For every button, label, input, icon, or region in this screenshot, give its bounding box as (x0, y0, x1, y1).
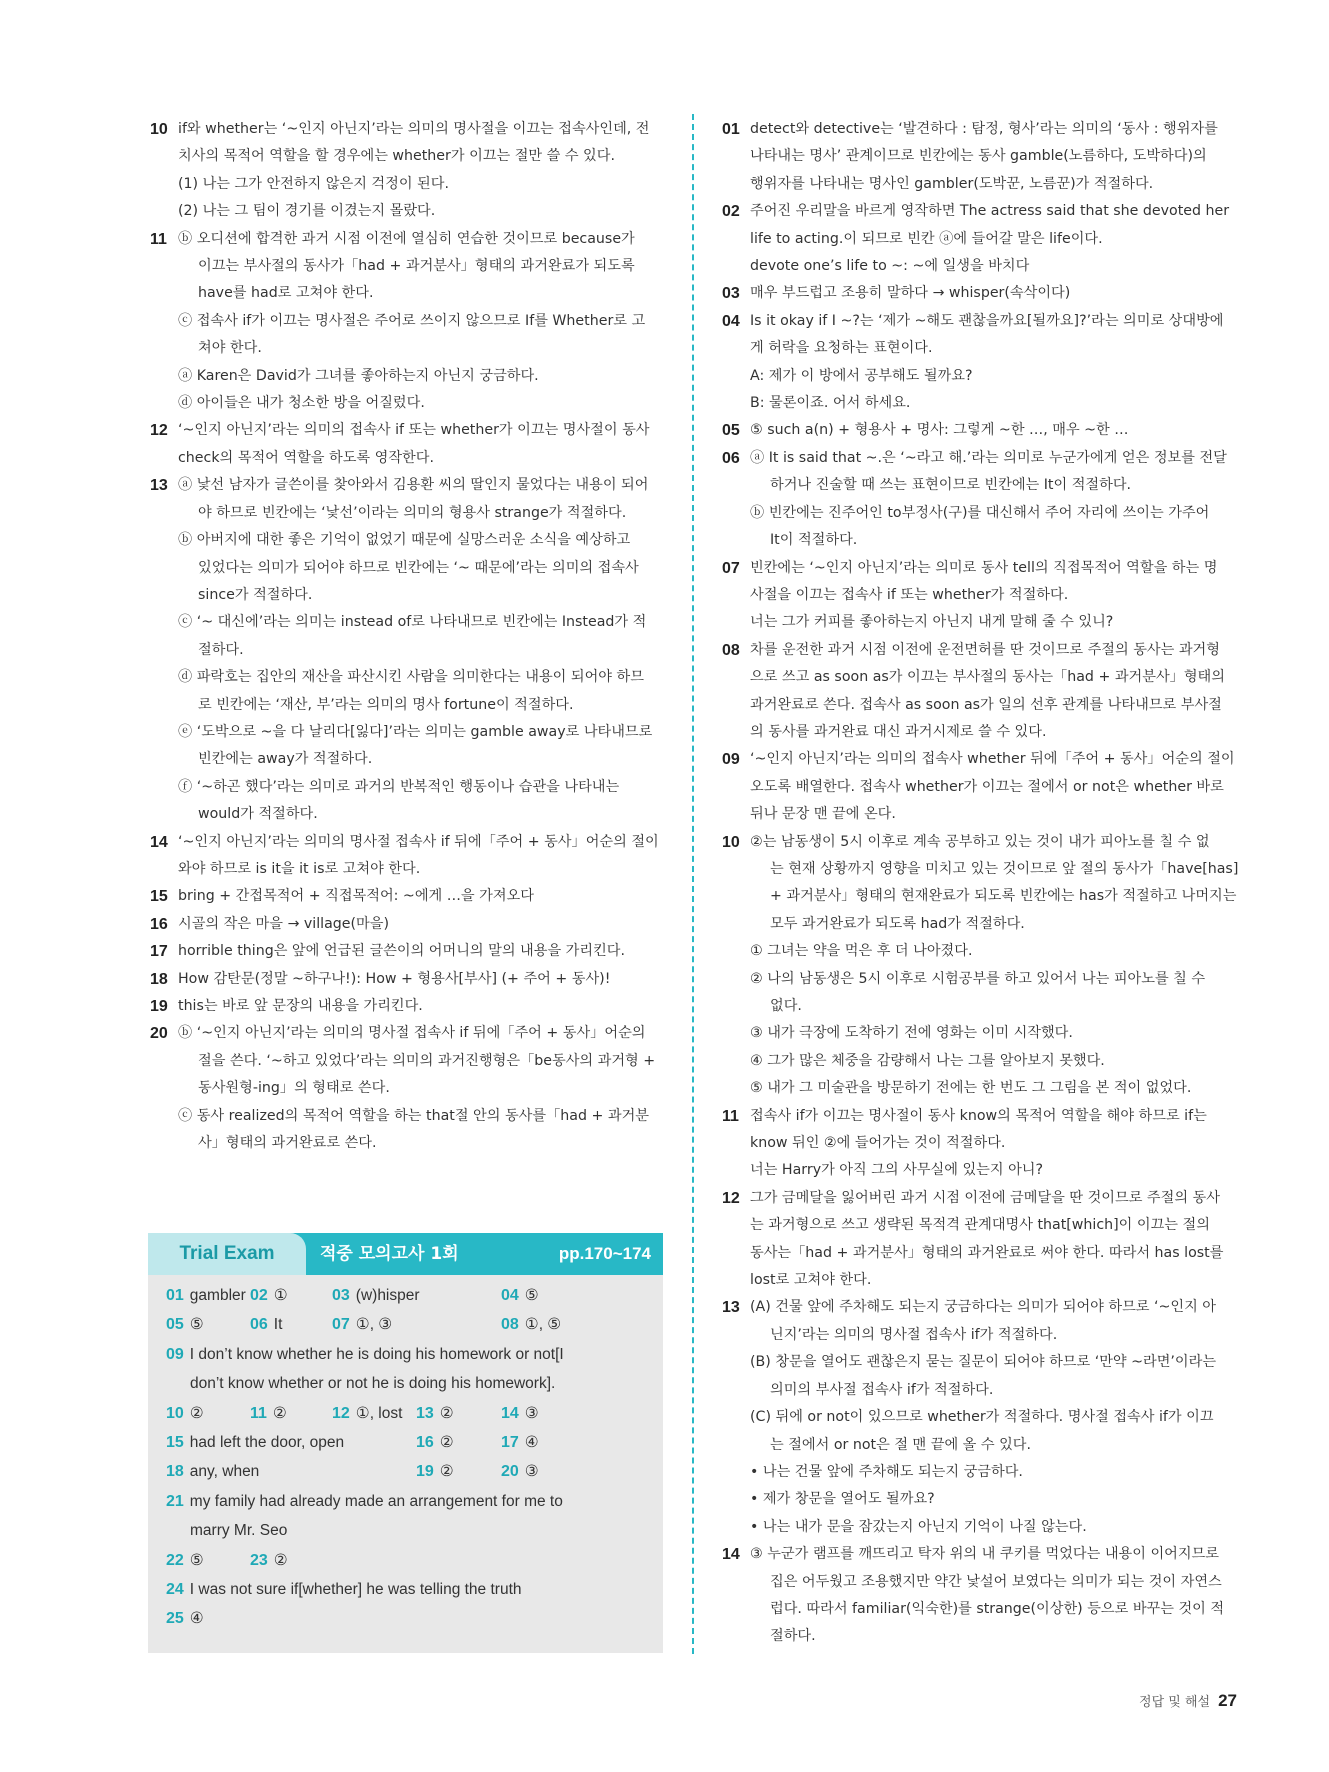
question-number: 17 (150, 943, 168, 961)
trial-exam-box (148, 1233, 663, 1653)
answer-value: ① (273, 1287, 288, 1304)
trial-exam-label: Trial Exam (148, 1233, 306, 1275)
explanation-line: 절하다. (198, 641, 244, 658)
explanation-line: It이 적절하다. (770, 532, 858, 549)
answer-entry (722, 1541, 1238, 1651)
explanation-line: ⓓ 파락호는 집안의 재산을 파산시킨 사람을 의미한다는 내용이 되어야 하므 (178, 669, 644, 686)
answer-item (250, 1281, 288, 1310)
answer-item (501, 1428, 539, 1457)
explanation-line: (A) 건물 앞에 주차해도 되는지 궁금하다는 의미가 되어야 하므로 ‘~인지 아 (750, 1299, 1217, 1316)
answer-row (166, 1369, 647, 1398)
answer-row (166, 1604, 647, 1633)
explanation-line: ⓓ 아이들은 내가 청소한 방을 어질렀다. (178, 395, 425, 412)
trial-exam-answers (148, 1275, 663, 1634)
answer-number: 15 (166, 1433, 184, 1451)
answer-entry (150, 883, 662, 910)
answer-entry (722, 445, 1238, 555)
left-column (150, 116, 662, 1157)
answer-row (166, 1281, 647, 1310)
question-number: 01 (722, 121, 740, 138)
question-number: 06 (722, 449, 740, 467)
answer-number: 03 (332, 1287, 350, 1304)
answer-text: marry Mr. Seo (190, 1522, 288, 1540)
answer-value: ② (439, 1433, 454, 1451)
explanation-line: ⓑ 아버지에 대한 좋은 기억이 없었기 때문에 실망스러운 소식을 예상하고 (178, 532, 631, 549)
answer-number: 08 (501, 1316, 519, 1334)
question-number: 10 (150, 121, 168, 138)
explanation-line: (1) 나는 그가 안전하지 않은지 걱정이 된다. (178, 175, 449, 192)
explanation-line: ③ 누군가 램프를 깨뜨리고 탁자 위의 내 쿠키를 먹었다는 내용이 이어지므로 (750, 1546, 1219, 1563)
explanation-line: • 나는 건물 앞에 주차해도 되는지 궁금하다. (750, 1463, 1023, 1480)
question-number: 09 (722, 751, 740, 769)
answer-value: ①, ⑤ (524, 1316, 562, 1334)
answer-entry (150, 417, 662, 472)
answer-entry (722, 1103, 1238, 1185)
explanation-line: ④ 그가 많은 체중을 감량해서 나는 그를 알아보지 못했다. (750, 1052, 1105, 1069)
answer-row (166, 1546, 647, 1575)
answer-item (501, 1310, 561, 1339)
explanation-line: A: 제가 이 방에서 공부해도 될까요? (750, 367, 973, 384)
answer-text: don’t know whether or not he is doing his homework]. (190, 1375, 556, 1393)
answer-value: any, when (189, 1463, 260, 1481)
explanation-line: ⓑ 오디션에 합격한 과거 시점 이전에 열심히 연습한 것이므로 because가 (178, 230, 635, 247)
explanation-line: ⓐ Karen은 David가 그녀를 좋아하는지 아닌지 궁금하다. (178, 367, 539, 384)
answer-item (166, 1281, 246, 1310)
explanation-line: lost로 고쳐야 한다. (750, 1272, 872, 1289)
answer-number: 07 (332, 1316, 350, 1334)
question-number: 15 (150, 888, 168, 906)
answer-value: ④ (189, 1610, 204, 1628)
explanation-line: ‘~인지 아닌지’라는 의미의 접속사 whether 뒤에「주어 + 동사」어순의 절이 (750, 751, 1235, 768)
answer-item (501, 1399, 539, 1428)
explanation-line: ⓒ 동사 realized의 목적어 역할을 하는 that절 안의 동사를「had + 과거분 (178, 1107, 649, 1124)
question-number: 02 (722, 203, 740, 221)
explanation-line: 집은 어두웠고 조용했지만 약간 낯설어 보였다는 의미가 되는 것이 자연스 (770, 1573, 1222, 1590)
explanation-line: detect와 detective는 ‘발견하다 : 탐정, 형사’라는 의미의 ‘동사 : 행위자를 (750, 121, 1218, 137)
answer-item (166, 1428, 344, 1457)
explanation-line: B: 물론이죠. 어서 하세요. (750, 395, 911, 412)
explanation-line: ‘~인지 아닌지’라는 의미의 접속사 if 또는 whether가 이끄는 명사절이 동사 (178, 422, 650, 439)
explanation-line: 사」형태의 과거완료로 쓴다. (198, 1135, 377, 1152)
explanation-line: ⓔ ‘도박으로 ~을 다 날리다[잃다]’라는 의미는 gamble away로 나타내므로 (178, 723, 653, 740)
explanation-line: 이끄는 부사절의 동사가「had + 과거분사」형태의 과거완료가 되도록 (198, 258, 635, 275)
explanation-line: 는 과거형으로 쓰고 생략된 목적격 관계대명사 that[which]이 이끄는 절의 (750, 1217, 1210, 1234)
explanation-line: know 뒤인 ②에 들어가는 것이 적절하다. (750, 1135, 1006, 1152)
explanation-line: ⓑ 빈칸에는 진주어인 to부정사(구)를 대신해서 주어 자리에 쓰이는 가주어 (750, 504, 1210, 521)
question-number: 12 (722, 1189, 740, 1207)
answer-entry (150, 472, 662, 828)
answer-item (250, 1546, 288, 1575)
explanation-line: 으로 쓰고 as soon as가 이끄는 부사절의 동사는「had + 과거분사」형태의 (750, 669, 1225, 686)
answer-entry (150, 966, 662, 993)
answer-entry (722, 555, 1238, 637)
answer-item (332, 1399, 402, 1428)
question-number: 05 (722, 422, 740, 440)
explanation-line: 하거나 진술할 때 쓰는 표현이므로 빈칸에는 It이 적절하다. (770, 477, 1132, 494)
explanation-line: 시골의 작은 마을 → village(마을) (178, 915, 389, 932)
explanation-line: ⑤ such a(n) + 형용사 + 명사: 그렇게 ~한 …, 매우 ~한 … (750, 422, 1129, 439)
answer-item (166, 1546, 204, 1575)
explanation-line: ⓒ 접속사 if가 이끄는 명사절은 주어로 쓰이지 않으므로 If를 Whether로 고 (178, 312, 646, 329)
answer-value: It (273, 1316, 283, 1334)
question-number: 11 (150, 230, 167, 248)
explanation-line: 게 허락을 요청하는 표현이다. (750, 340, 933, 357)
answer-value: ② (439, 1404, 454, 1422)
explanation-line: • 제가 창문을 열어도 될까요? (750, 1491, 935, 1508)
explanation-line: ② 나의 남동생은 5시 이후로 시험공부를 하고 있어서 나는 피아노를 칠 수 (750, 970, 1206, 987)
answer-value: gambler (189, 1287, 246, 1304)
answer-number: 12 (332, 1404, 350, 1422)
answer-entry (150, 116, 662, 226)
answer-value: had left the door, open (189, 1433, 345, 1451)
footer-label: 정답 및 해설 (1139, 1695, 1211, 1710)
answer-value: ② (272, 1404, 287, 1422)
answer-row (166, 1340, 647, 1369)
explanation-line: ⓐ 낯선 남자가 글쓴이를 찾아와서 김용환 씨의 딸인지 물었다는 내용이 되어 (178, 477, 649, 494)
explanation-line: (C) 뒤에 or not이 있으므로 whether가 적절하다. 명사절 접속사 if가 이끄 (750, 1409, 1214, 1426)
question-number: 20 (150, 1025, 168, 1043)
answer-row (166, 1487, 647, 1516)
answer-row (166, 1457, 647, 1486)
explanation-line: 주어진 우리말을 바르게 영작하면 The actress said that she devoted her (750, 203, 1230, 220)
explanation-line: 오도록 배열한다. 접속사 whether가 이끄는 절에서 or not은 whether 바로 (750, 778, 1224, 795)
answer-value: ④ (524, 1433, 539, 1451)
explanation-line: 나타내는 명사’ 관계이므로 빈칸에는 동사 gamble(노름하다, 도박하다)의 (750, 148, 1207, 165)
question-number: 13 (150, 477, 168, 495)
question-number: 11 (722, 1107, 739, 1125)
explanation-line: 없다. (770, 998, 802, 1014)
explanation-line: ⓒ ‘~ 대신에’라는 의미는 instead of로 나타내므로 빈칸에는 Instead가 적 (178, 614, 647, 631)
explanation-line: 뒤나 문장 맨 끝에 온다. (750, 806, 896, 823)
explanation-line: since가 적절하다. (198, 586, 313, 603)
explanation-line: 그가 금메달을 잃어버린 과거 시점 이전에 금메달을 딴 것이므로 주절의 동사 (750, 1189, 1220, 1206)
answer-value: ③ (524, 1463, 539, 1481)
answer-entry (150, 1020, 662, 1157)
explanation-line: 모두 과거완료가 되도록 had가 적절하다. (770, 915, 1025, 932)
answer-number: 06 (250, 1316, 268, 1334)
explanation-line: 쳐야 한다. (198, 340, 262, 357)
answer-entry (722, 308, 1238, 418)
answer-value: (w)hisper (355, 1287, 420, 1304)
explanation-line: How 감탄문(정말 ~하구나!): How + 형용사[부사] (+ 주어 + 동사)! (178, 970, 611, 987)
explanation-line: 와야 하므로 is it을 it is로 고쳐야 한다. (178, 860, 421, 877)
page-number: 27 (1218, 1691, 1237, 1710)
explanation-line: 너는 Harry가 아직 그의 사무실에 있는지 아니? (750, 1162, 1044, 1179)
answer-row (166, 1399, 647, 1428)
right-column (722, 116, 1238, 1651)
answer-entry (150, 938, 662, 965)
explanation-line: • 나는 내가 문을 잠갔는지 아닌지 기억이 나질 않는다. (750, 1518, 1087, 1535)
answer-row (166, 1575, 647, 1604)
explanation-line: ① 그녀는 약을 먹은 후 더 나아졌다. (750, 943, 973, 960)
answer-item (416, 1457, 454, 1486)
explanation-line: ⑤ 내가 그 미술관을 방문하기 전에는 한 번도 그 그림을 본 적이 없었다. (750, 1080, 1192, 1097)
explanation-line: 빈칸에는 ‘~인지 아닌지’라는 의미로 동사 tell의 직접목적어 역할을 하는 명 (750, 559, 1218, 576)
answer-item (166, 1575, 522, 1604)
answer-entry (722, 746, 1238, 828)
explanation-line: 럽다. 따라서 familiar(익숙한)를 strange(이상한) 등으로 바꾸는 것이 적 (770, 1600, 1225, 1617)
explanation-line: 는 절에서 or not은 절 맨 끝에 올 수 있다. (770, 1436, 1032, 1453)
answer-row (166, 1310, 647, 1339)
answer-item (332, 1310, 392, 1339)
trial-exam-pages: pp.170~174 (558, 1244, 651, 1263)
explanation-line: would가 적절하다. (198, 806, 318, 823)
answer-number: 23 (250, 1551, 268, 1569)
answer-item (250, 1310, 282, 1339)
answer-row (166, 1428, 647, 1457)
answer-number: 24 (166, 1580, 184, 1598)
answer-value: ⑤ (189, 1551, 204, 1569)
answer-value: ⑤ (524, 1287, 539, 1304)
answer-value: ③ (524, 1404, 539, 1422)
answer-entry (722, 1185, 1238, 1295)
answer-number: 16 (416, 1433, 434, 1451)
explanation-line: check의 목적어 역할을 하도록 영작한다. (178, 449, 434, 466)
explanation-line: 빈칸에는 away가 적절하다. (198, 751, 373, 768)
explanation-line: (B) 창문을 열어도 괜찮은지 묻는 질문이 되어야 하므로 ‘만약 ~라면’이라는 (750, 1354, 1217, 1371)
answer-item (166, 1340, 564, 1369)
answer-entry (722, 116, 1238, 198)
trial-exam-title: 적중 모의고사 1회 (320, 1244, 459, 1264)
answer-number: 02 (250, 1287, 268, 1304)
answer-number: 25 (166, 1610, 184, 1628)
explanation-line: 동사원형-ing」의 형태로 쓴다. (198, 1080, 390, 1097)
explanation-line: + 과거분사」형태의 현재완료가 되도록 빈칸에는 has가 적절하고 나머지는 (770, 888, 1237, 905)
answer-number: 09 (166, 1345, 184, 1363)
answer-entry (150, 911, 662, 938)
question-number: 14 (722, 1546, 740, 1564)
answer-value: ⑤ (189, 1316, 204, 1334)
explanation-line: 의미의 부사절 접속사 if가 적절하다. (770, 1381, 994, 1398)
explanation-line: 접속사 if가 이끄는 명사절이 동사 know의 목적어 역할을 해야 하므로 if는 (750, 1107, 1207, 1124)
explanation-line: 너는 그가 커피를 좋아하는지 아닌지 내게 말해 줄 수 있니? (750, 614, 1114, 631)
explanation-line: 동사는「had + 과거분사」형태의 과거완료로 써야 한다. 따라서 has lost를 (750, 1244, 1224, 1261)
explanation-line: 는 현재 상황까지 영향을 미치고 있는 것이므로 앞 절의 동사가「have[has] (770, 860, 1239, 877)
explanation-line: 사절을 이끄는 접속사 if 또는 whether가 적절하다. (750, 586, 1069, 603)
explanation-line: ⓕ ‘~하곤 했다’라는 의미로 과거의 반복적인 행동이나 습관을 나타내는 (178, 778, 620, 795)
answer-value: ①, ③ (355, 1316, 393, 1334)
answer-number: 01 (166, 1287, 184, 1304)
explanation-line: ⓑ ‘~인지 아닌지’라는 의미의 명사절 접속사 if 뒤에「주어 + 동사」어순의 (178, 1025, 646, 1042)
answer-number: 14 (501, 1404, 519, 1422)
question-number: 10 (722, 833, 740, 851)
answer-number: 17 (501, 1433, 519, 1451)
explanation-line: 매우 부드럽고 조용히 말하다 → whisper(속삭이다) (750, 285, 1071, 302)
trial-exam-header (148, 1233, 663, 1275)
explanation-line: horrible thing은 앞에 언급된 글쓴이의 어머니의 말의 내용을 가리킨다. (178, 943, 626, 960)
column-divider (692, 114, 694, 1654)
answer-number: 04 (501, 1287, 519, 1304)
answer-value: ② (189, 1404, 204, 1422)
question-number: 16 (150, 915, 168, 933)
answer-number: 05 (166, 1316, 184, 1334)
explanation-line: 차를 운전한 과거 시점 이전에 운전면허를 딴 것이므로 주절의 동사는 과거형 (750, 641, 1220, 658)
explanation-line: 로 빈칸에는 ‘재산, 부’라는 의미의 명사 fortune이 적절하다. (198, 696, 574, 713)
explanation-line: if와 whether는 ‘~인지 아닌지’라는 의미의 명사절을 이끄는 접속사인데, 전 (178, 121, 650, 137)
explanation-line: ③ 내가 극장에 도착하기 전에 영화는 이미 시작했다. (750, 1025, 1073, 1042)
answer-value: ② (273, 1551, 288, 1569)
answer-value: ② (439, 1463, 454, 1481)
explanation-line: devote one’s life to ~: ~에 일생을 바치다 (750, 258, 1030, 275)
explanation-line: 야 하므로 빈칸에는 ‘낯선’이라는 의미의 형용사 strange가 적절하다. (198, 504, 627, 521)
explanation-line: 의 동사를 과거완료 대신 과거시제로 쓸 수 있다. (750, 723, 1047, 740)
question-number: 04 (722, 312, 740, 330)
explanation-line: have를 had로 고쳐야 한다. (198, 285, 374, 302)
question-number: 07 (722, 559, 740, 577)
explanation-line: ②는 남동생이 5시 이후로 계속 공부하고 있는 것이 내가 피아노를 칠 수 없 (750, 833, 1210, 850)
answer-row (166, 1516, 647, 1545)
answer-item (416, 1428, 454, 1457)
answer-number: 10 (166, 1404, 184, 1422)
explanation-line: ‘~인지 아닌지’라는 의미의 명사절 접속사 if 뒤에「주어 + 동사」어순의 절이 (178, 833, 659, 850)
question-number: 13 (722, 1299, 740, 1317)
question-number: 19 (150, 998, 168, 1015)
answer-entry (150, 226, 662, 418)
answer-item (166, 1399, 204, 1428)
answer-number: 18 (166, 1463, 184, 1481)
answer-entry (722, 198, 1238, 280)
explanation-line: ⓐ It is said that ~.은 ‘~라고 해.’라는 의미로 누군가에게 얻은 정보를 전달 (750, 449, 1227, 466)
answer-entry (722, 637, 1238, 747)
answer-item (166, 1310, 204, 1339)
question-number: 14 (150, 833, 168, 851)
explanation-line: 치사의 목적어 역할을 할 경우에는 whether가 이끄는 절만 쓸 수 있다. (178, 148, 615, 165)
answer-item (332, 1281, 420, 1310)
answer-value: I don’t know whether he is doing his homework or not[I (189, 1345, 564, 1363)
explanation-line: 닌지’라는 의미의 명사절 접속사 if가 적절하다. (770, 1326, 1058, 1343)
explanation-line: this는 바로 앞 문장의 내용을 가리킨다. (178, 998, 423, 1014)
answer-number: 13 (416, 1404, 434, 1422)
answer-item (166, 1487, 563, 1516)
explanation-line: Is it okay if I ~?는 ‘제가 ~해도 괜찮을까요[될까요]?’라는 의미로 상대방에 (750, 312, 1224, 329)
explanation-line: 절을 쓴다. ‘~하고 있었다’라는 의미의 과거진행형은「be동사의 과거형 + (198, 1052, 656, 1069)
answer-number: 22 (166, 1551, 184, 1569)
answer-item (501, 1281, 539, 1310)
answer-entry (150, 993, 662, 1020)
answer-item (166, 1604, 204, 1633)
explanation-line: 행위자를 나타내는 명사인 gambler(도박꾼, 노름꾼)가 적절하다. (750, 175, 1154, 192)
answer-value: my family had already made an arrangement for me to (189, 1492, 563, 1510)
explanation-line: 절하다. (770, 1628, 816, 1645)
answer-number: 11 (250, 1404, 267, 1422)
question-number: 03 (722, 285, 740, 303)
answer-item (250, 1399, 287, 1428)
answer-value: I was not sure if[whether] he was telling the truth (189, 1580, 522, 1598)
answer-entry (722, 1294, 1238, 1541)
answer-item (501, 1457, 539, 1486)
answer-number: 20 (501, 1463, 519, 1481)
explanation-line: (2) 나는 그 팀이 경기를 이겼는지 몰랐다. (178, 203, 436, 220)
answer-entry (150, 829, 662, 884)
answer-value: ①, lost (355, 1404, 403, 1422)
explanation-line: bring + 간접목적어 + 직접목적어: ~에게 …을 가져오다 (178, 888, 534, 905)
answer-item (166, 1457, 259, 1486)
page-footer (1139, 1691, 1237, 1711)
question-number: 08 (722, 641, 740, 659)
answer-number: 21 (166, 1492, 184, 1510)
answer-entry (722, 280, 1238, 307)
question-number: 12 (150, 422, 168, 440)
answer-entry (722, 417, 1238, 444)
question-number: 18 (150, 970, 168, 988)
explanation-line: 과거완료로 쓴다. 접속사 as soon as가 일의 선후 관계를 나타내므로 부사절 (750, 696, 1222, 713)
answer-entry (722, 829, 1238, 1103)
explanation-line: 있었다는 의미가 되어야 하므로 빈칸에는 ‘~ 때문에’라는 의미의 접속사 (198, 559, 639, 576)
answer-number: 19 (416, 1463, 434, 1481)
explanation-line: life to acting.이 되므로 빈칸 ⓐ에 들어갈 말은 life이다. (750, 230, 1103, 247)
answer-item (416, 1399, 454, 1428)
